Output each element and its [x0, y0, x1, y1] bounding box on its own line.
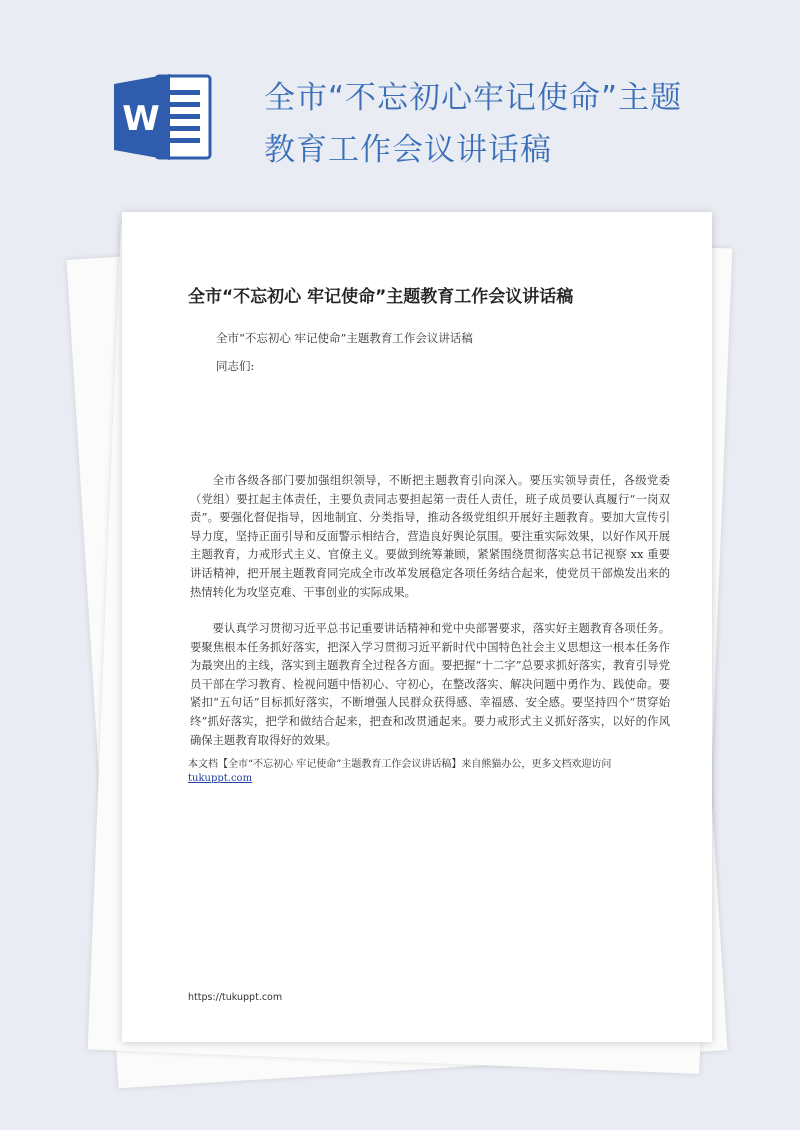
source-link[interactable]: tukuppt.com: [188, 773, 253, 784]
body-paragraph: 要认真学习贯彻习近平总书记重要讲话精神和党中央部署要求，落实好主题教育各项任务。要聚焦根本任务抓好落实，把深入学习贯彻习近平新时代中国特色社会主义思想这一根本任务作为最突出的主线，落实到主题教育全过程各方面。要把握“十二字”总要求抓好落实，教育引导党员干部在学习教育、检视问题中悟初心、守初心，在整改落实、解决问题中勇作为、践使命。要紧扣“五句话”目标抓好落实，不断增强人民群众获得感、幸福感、安全感。要坚持四个“贯穿始终”抓好落实，把学和做结合起来，把查和改贯通起来。要力戒形式主义抓好落实，以好的作风确保主题教育取得好的效果。: [190, 622, 670, 747]
word-document-icon: [112, 72, 214, 162]
body-paragraph: 全市各级各部门要加强组织领导，不断把主题教育引向深入。要压实领导责任，各级党委（党组）要扛起主体责任，主要负责同志要担起第一责任人责任，班子成员要认真履行“一岗双责”。要强化督促指导，因地制宜、分类指导，推动各级党组织开展好主题教育。要加大宣传引导力度，坚持正面引导和反面警示相结合，营造良好舆论氛围。要注重实际效果，以好作风开展主题教育，力戒形式主义、官僚主义。要做到统筹兼顾，紧紧围绕贯彻落实总书记视察 xx 重要讲话精神，把开展主题教育同完成全市改革发展稳定各项任务结合起来，使党员干部焕发出来的热情转化为攻坚克难、干事创业的实际成果。: [190, 474, 670, 599]
source-notice: [188, 758, 688, 786]
document-greeting: 同志们:: [216, 359, 255, 373]
document-heading: 全市“不忘初心 牢记使命”主题教育工作会议讲话稿: [188, 287, 574, 307]
footer-url[interactable]: https://tukuppt.com: [188, 992, 283, 1003]
document-subtitle: 全市“不忘初心 牢记使命”主题教育工作会议讲话稿: [216, 331, 473, 345]
word-icon-letter: W: [122, 99, 160, 139]
page-header: [0, 0, 800, 200]
page-title: 全市“不忘初心牢记使命”主题教育工作会议讲话稿: [264, 80, 683, 168]
source-notice-text: 本文档【全市“不忘初心 牢记使命”主题教育工作会议讲话稿】来自熊猫办公，更多文档欢迎访问: [188, 759, 612, 770]
document-page: [122, 212, 712, 1042]
